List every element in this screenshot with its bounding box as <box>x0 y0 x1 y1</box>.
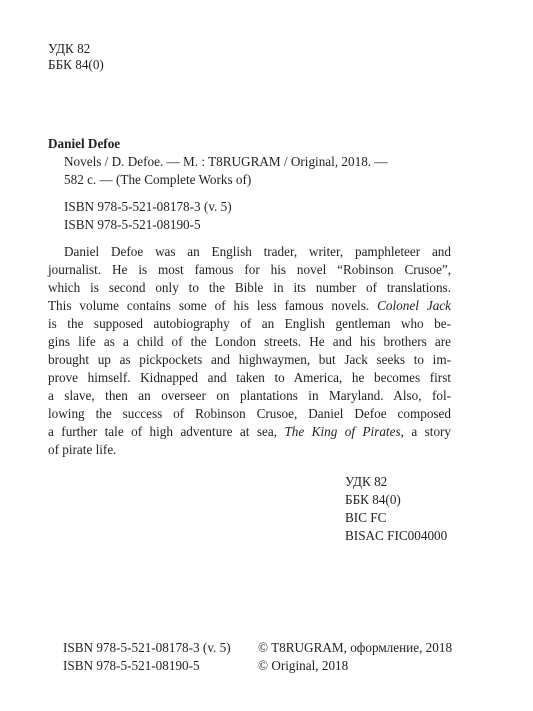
bibliographic-record <box>64 153 388 189</box>
copyright-line: © Original, 2018 <box>258 658 349 673</box>
annotation-text: , a story <box>400 424 452 439</box>
annotation-line: a slave, then an overseer on plantations in Maryland. Also, fol- <box>48 388 451 403</box>
annotation-line: Daniel Defoe was an English trader, writer, pamphleteer and <box>64 244 451 259</box>
footer-isbn <box>63 639 231 675</box>
footer-isbn-line: ISBN 978-5-521-08190-5 <box>63 658 200 673</box>
annotation-line: journalist. He is most famous for his novel “Robinson Crusoe”, <box>48 262 451 277</box>
annotation-line: gins life as a child of the London streets. He and his brothers are <box>48 334 451 349</box>
bibliographic-line: Novels / D. Defoe. — M. : T8RUGRAM / Original, 2018. — <box>64 154 388 169</box>
bbk-code: ББК 84(0) <box>48 57 104 72</box>
author-name: Daniel Defoe <box>48 136 121 151</box>
classification-block <box>345 473 447 545</box>
footer-isbn-line: ISBN 978-5-521-08178-3 (v. 5) <box>63 640 231 655</box>
isbn-line: ISBN 978-5-521-08178-3 (v. 5) <box>64 199 232 214</box>
bibliographic-line: 582 c. — (The Complete Works of) <box>64 172 252 187</box>
isbn-line: ISBN 978-5-521-08190-5 <box>64 217 201 232</box>
annotation-line: lowing the success of Robinson Crusoe, Daniel Defoe composed <box>48 406 451 421</box>
title-king-of-pirates: The King of Pirates <box>284 424 401 439</box>
annotation-line: of pirate life. <box>48 442 117 457</box>
top-classification <box>48 41 104 73</box>
annotation-line: which is second only to the Bible in its number of translations. <box>48 280 451 295</box>
annotation-line: prove himself. Kidnapped and taken to America, he becomes first <box>48 370 451 385</box>
annotation-text: This volume contains some of his less famous novels. <box>48 298 370 313</box>
classification-line: УДК 82 <box>345 474 388 489</box>
title-colonel-jack: Colonel Jack <box>377 298 451 313</box>
annotation <box>48 243 451 459</box>
isbn-block <box>64 198 232 234</box>
footer-copyright <box>258 639 452 675</box>
udc-code: УДК 82 <box>48 41 91 56</box>
classification-line: BIC FC <box>345 510 387 525</box>
annotation-line: brought up as pickpockets and highwaymen, but Jack seeks to im- <box>48 352 451 367</box>
annotation-line <box>48 297 451 315</box>
annotation-text: a further tale of high adventure at sea, <box>48 424 277 439</box>
annotation-line: is the supposed autobiography of an English gentleman who be- <box>48 316 451 331</box>
annotation-line <box>48 423 451 441</box>
classification-line: BISAC FIC004000 <box>345 528 448 543</box>
classification-line: ББК 84(0) <box>345 492 401 507</box>
copyright-line: © T8RUGRAM, оформление, 2018 <box>258 640 453 655</box>
